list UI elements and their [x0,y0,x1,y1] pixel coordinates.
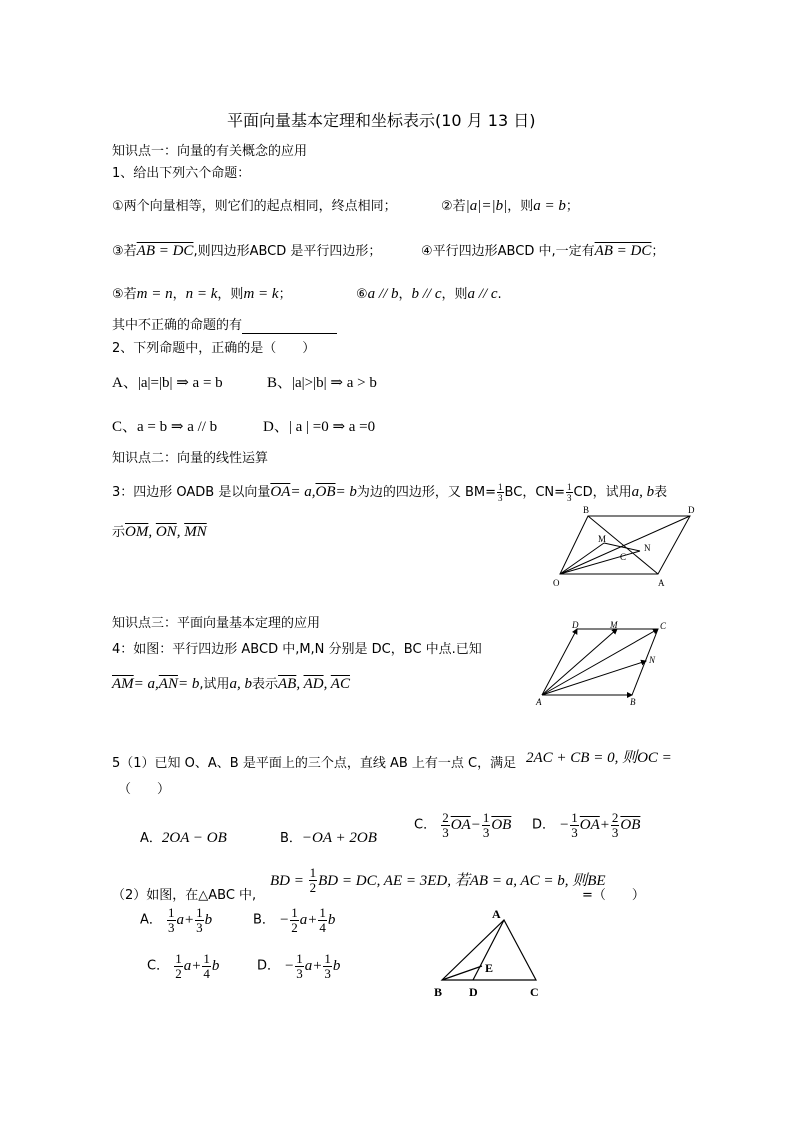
question-5-1-stem: 5（1）已知 O、A、B 是平面上的三个点，直线 AB 上有一点 C，满足 [112,756,517,771]
fig5-label-d: D [469,985,478,999]
q5-1-option-c: C． $\frac{2}{3}$ $\overline{OA}-$ $\frac{1}{3}$ $\overline{OB}$ [414,810,512,840]
fig3-label-o: O [553,578,560,588]
section-heading-3: 知识点三：平面向量基本定理的应用 [112,616,321,631]
fig5-label-c: C [530,985,539,999]
q5-2-paren: =（ ） [582,888,645,903]
q1-proposition-4: ④平行四边形ABCD 中,一定有AB = DC； [421,243,665,259]
fig4-label-c: C [660,621,667,631]
fig3-label-m: M [598,534,607,544]
q4-figure-parallelogram [532,617,672,709]
question-4-given: $\overline{AM}= a,\overline{AN}= b$,试用a, b表示$\overline{AB}$, $\overline{AD}$, $\overline{AC}$ [112,676,350,692]
q5-2-option-b: B． − $\frac{1}{2}$ a+ $\frac{1}{4}$ b [253,905,336,935]
fig4-label-d: D [572,620,579,630]
q5-1-paren: （ ） [118,782,171,797]
fig3-label-c: C [620,552,627,562]
q1-proposition-2: ②若|a|=|b|，则a = b； [441,198,579,214]
fig3-label-d: D [688,506,695,515]
question-5-2-stem: （2）如图，在△ABC 中, [112,888,257,903]
q1-proposition-6: ⑥a // b，b // c，则a // c. [356,286,502,302]
fig4-label-a: A [536,697,542,707]
q5-1-option-a: A．2OA − OB [140,830,227,846]
fig4-label-n: N [649,655,656,665]
section-heading-1: 知识点一：向量的有关概念的应用 [112,144,308,159]
question-3-stem: 3：四边形 OADB 是以向量$\overline{OA}= a,\overline{OB}= b$为边的四边形，又 BM= $\frac{1}{3}$ BC，CN= $\frac{1}{3}$ CD，试用a, b表 [112,482,668,503]
fig5-label-a: A [492,907,501,921]
fig4-label-b: B [630,697,636,707]
q5-2-option-a: A． $\frac{1}{3}$ a+ $\frac{1}{3}$ b [140,905,213,935]
q1-proposition-5: ⑤若m = n，n = k，则m = k； [112,286,292,302]
fig5-label-b: B [434,985,443,999]
q2-option-c: C、a = b ⇒ a // b [112,419,218,435]
answer-blank[interactable] [242,321,337,334]
fig3-label-n: N [644,543,651,553]
q5-1-option-b: B．−OA + 2OB [280,830,377,846]
question-3-targets: 示$\overline{OM}$, $\overline{ON}$, $\overline{MN}$ [112,524,207,540]
q1-question: 其中不正确的命题的有 [112,318,337,334]
q5-2-condition: BD = $\frac{1}{2}$ BD = DC, AE = 3ED, 若AB = a, AC = b, 则BE [270,865,606,895]
q1-proposition-1: ①两个向量相等，则它们的起点相同，终点相同； [112,199,397,214]
question-4-stem: 4：如图：平行四边形 ABCD 中,M,N 分别是 DC，BC 中点.已知 [112,642,482,657]
section-heading-2: 知识点二：向量的线性运算 [112,451,269,466]
fig3-label-a: A [658,578,665,588]
q2-option-d: D、| a | =0 ⇒ a =0 [263,419,376,435]
q5-1-condition: 2AC + CB = 0, 则OC = [526,750,672,766]
fig5-label-e: E [485,961,494,975]
q2-option-b: B、|a|>|b| ⇒ a > b [267,375,377,391]
q1-proposition-3: ③若AB = DC,则四边形ABCD 是平行四边形； [112,243,382,259]
q2-option-a: A、|a|=|b| ⇒ a = b [112,375,223,391]
q5-2-figure-triangle [430,906,550,1002]
q3-figure-parallelogram [548,506,708,592]
question-2-stem: 2、下列命题中，正确的是（ ） [112,341,316,356]
q5-1-option-d: D． − $\frac{1}{3}$ $\overline{OA}+$ $\frac{2}{3}$ $\overline{OB}$ [532,810,641,840]
fig3-label-b: B [583,506,590,515]
q5-2-option-d: D． − $\frac{1}{3}$ a+ $\frac{1}{3}$ b [257,951,341,981]
fig4-label-m: M [610,620,618,630]
page-title: 平面向量基本定理和坐标表示(10 月 13 日) [227,111,536,130]
q5-2-option-c: C． $\frac{1}{2}$ a+ $\frac{1}{4}$ b [147,951,220,981]
question-1-stem: 1、给出下列六个命题： [112,166,251,181]
